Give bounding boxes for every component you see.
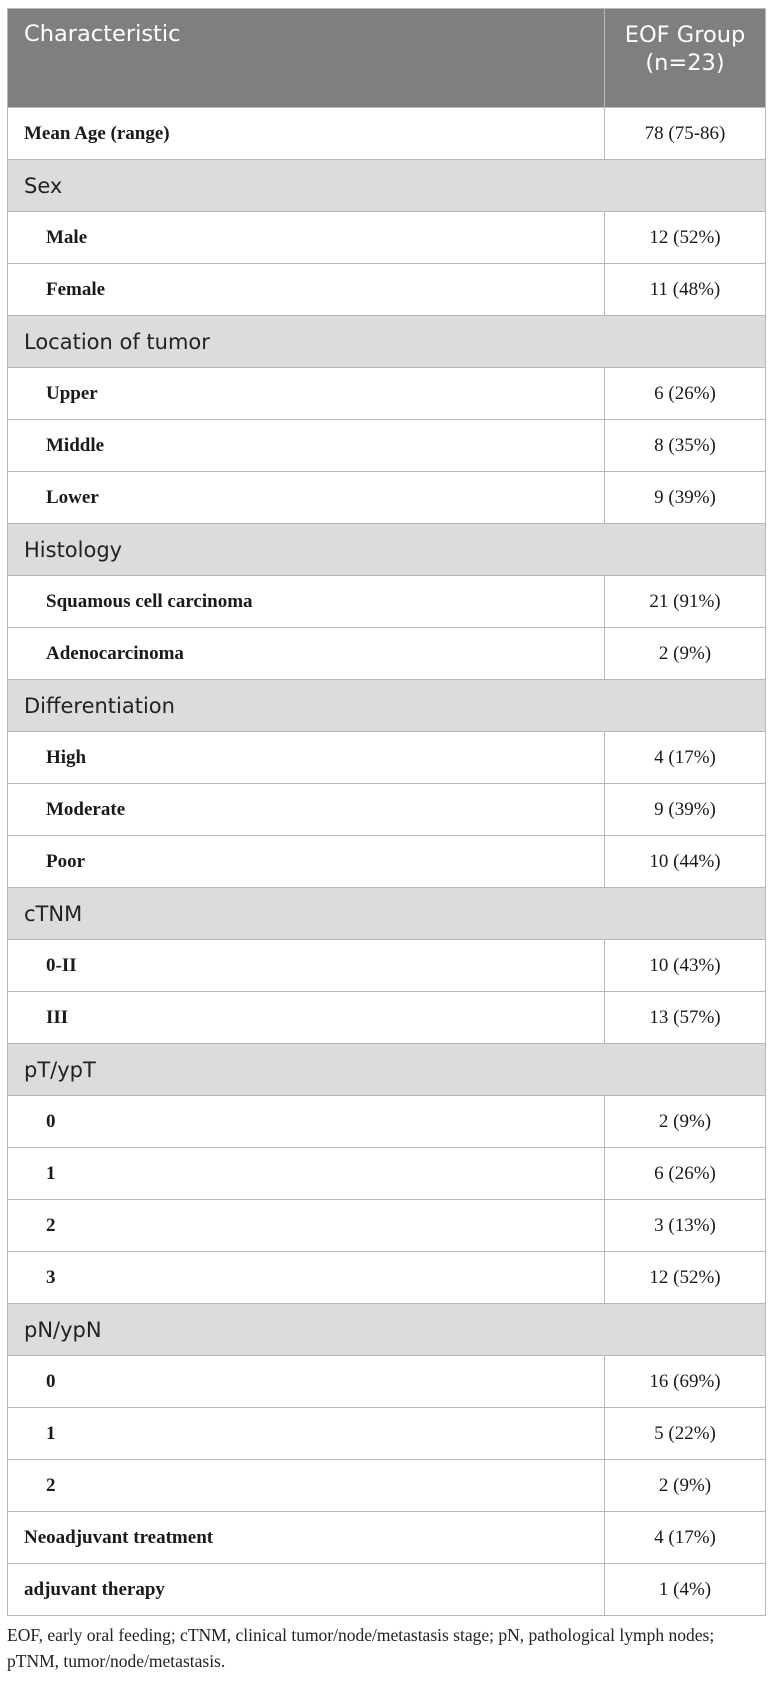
table-row — [8, 1408, 766, 1460]
row-value-female: 11 (48%) — [605, 264, 766, 316]
header-group-n: (n=23) — [645, 50, 725, 76]
row-value-scc: 21 (91%) — [605, 576, 766, 628]
table-row — [8, 1356, 766, 1408]
row-value-middle: 8 (35%) — [605, 420, 766, 472]
section-row-sex — [8, 160, 766, 212]
row-label-adeno: Adenocarcinoma — [8, 628, 605, 680]
row-value-adeno: 2 (9%) — [605, 628, 766, 680]
row-value-pt-3: 12 (52%) — [605, 1252, 766, 1304]
row-label-moderate: Moderate — [8, 784, 605, 836]
section-row-location — [8, 316, 766, 368]
table-footnote: EOF, early oral feeding; cTNM, clinical tumor/node/metastasis stage; pN, pathological lymph nodes; pTNM, tumor/node/metastasis. — [7, 1625, 715, 1671]
characteristics-table-container — [7, 8, 765, 1616]
row-value-lower: 9 (39%) — [605, 472, 766, 524]
characteristics-table — [7, 8, 766, 1616]
row-label-female: Female — [8, 264, 605, 316]
table-row — [8, 1252, 766, 1304]
row-value-adjuvant: 1 (4%) — [605, 1564, 766, 1616]
table-row — [8, 836, 766, 888]
row-value-upper: 6 (26%) — [605, 368, 766, 420]
section-label-ctnm: cTNM — [8, 888, 766, 940]
row-label-pt-0: 0 — [8, 1096, 605, 1148]
table-row — [8, 784, 766, 836]
row-label-pt-1: 1 — [8, 1148, 605, 1200]
section-label-histology: Histology — [8, 524, 766, 576]
row-label-pn-1: 1 — [8, 1408, 605, 1460]
row-value-ctnm-0-2: 10 (43%) — [605, 940, 766, 992]
row-value-pn-0: 16 (69%) — [605, 1356, 766, 1408]
section-label-differentiation: Differentiation — [8, 680, 766, 732]
row-value-poor: 10 (44%) — [605, 836, 766, 888]
header-group-name: EOF Group — [624, 22, 746, 48]
table-row — [8, 1512, 766, 1564]
row-label-high: High — [8, 732, 605, 784]
section-row-ctnm — [8, 888, 766, 940]
row-label-ctnm-0-2: 0-II — [8, 940, 605, 992]
header-eof-group — [605, 9, 766, 108]
section-row-pt — [8, 1044, 766, 1096]
section-row-differentiation — [8, 680, 766, 732]
row-label-pt-3: 3 — [8, 1252, 605, 1304]
row-label-middle: Middle — [8, 420, 605, 472]
row-label-scc: Squamous cell carcinoma — [8, 576, 605, 628]
table-row — [8, 628, 766, 680]
row-label-male: Male — [8, 212, 605, 264]
table-row — [8, 576, 766, 628]
table-row — [8, 1096, 766, 1148]
section-label-pn: pN/ypN — [8, 1304, 766, 1356]
section-label-location: Location of tumor — [8, 316, 766, 368]
section-row-histology — [8, 524, 766, 576]
row-label-pn-2: 2 — [8, 1460, 605, 1512]
table-row — [8, 992, 766, 1044]
row-label-pt-2: 2 — [8, 1200, 605, 1252]
table-row — [8, 368, 766, 420]
header-characteristic: Characteristic — [8, 9, 605, 108]
row-label-upper: Upper — [8, 368, 605, 420]
row-value-male: 12 (52%) — [605, 212, 766, 264]
row-value-pn-2: 2 (9%) — [605, 1460, 766, 1512]
row-label-mean-age: Mean Age (range) — [8, 108, 605, 160]
row-value-pt-0: 2 (9%) — [605, 1096, 766, 1148]
row-value-high: 4 (17%) — [605, 732, 766, 784]
table-row — [8, 1200, 766, 1252]
row-value-ctnm-3: 13 (57%) — [605, 992, 766, 1044]
section-label-pt: pT/ypT — [8, 1044, 766, 1096]
row-label-ctnm-3: III — [8, 992, 605, 1044]
row-label-neoadjuvant: Neoadjuvant treatment — [8, 1512, 605, 1564]
row-value-pt-1: 6 (26%) — [605, 1148, 766, 1200]
table-row — [8, 1148, 766, 1200]
table-row — [8, 472, 766, 524]
table-row — [8, 420, 766, 472]
table-row — [8, 212, 766, 264]
row-value-neoadjuvant: 4 (17%) — [605, 1512, 766, 1564]
section-row-pn — [8, 1304, 766, 1356]
row-label-poor: Poor — [8, 836, 605, 888]
section-label-sex: Sex — [8, 160, 766, 212]
table-header-row — [8, 9, 766, 108]
table-row — [8, 940, 766, 992]
table-row — [8, 1564, 766, 1616]
row-label-lower: Lower — [8, 472, 605, 524]
row-value-pn-1: 5 (22%) — [605, 1408, 766, 1460]
table-row — [8, 732, 766, 784]
row-label-adjuvant: adjuvant therapy — [8, 1564, 605, 1616]
row-value-moderate: 9 (39%) — [605, 784, 766, 836]
table-row — [8, 108, 766, 160]
row-label-pn-0: 0 — [8, 1356, 605, 1408]
row-value-pt-2: 3 (13%) — [605, 1200, 766, 1252]
table-row — [8, 1460, 766, 1512]
row-value-mean-age: 78 (75-86) — [605, 108, 766, 160]
table-row — [8, 264, 766, 316]
